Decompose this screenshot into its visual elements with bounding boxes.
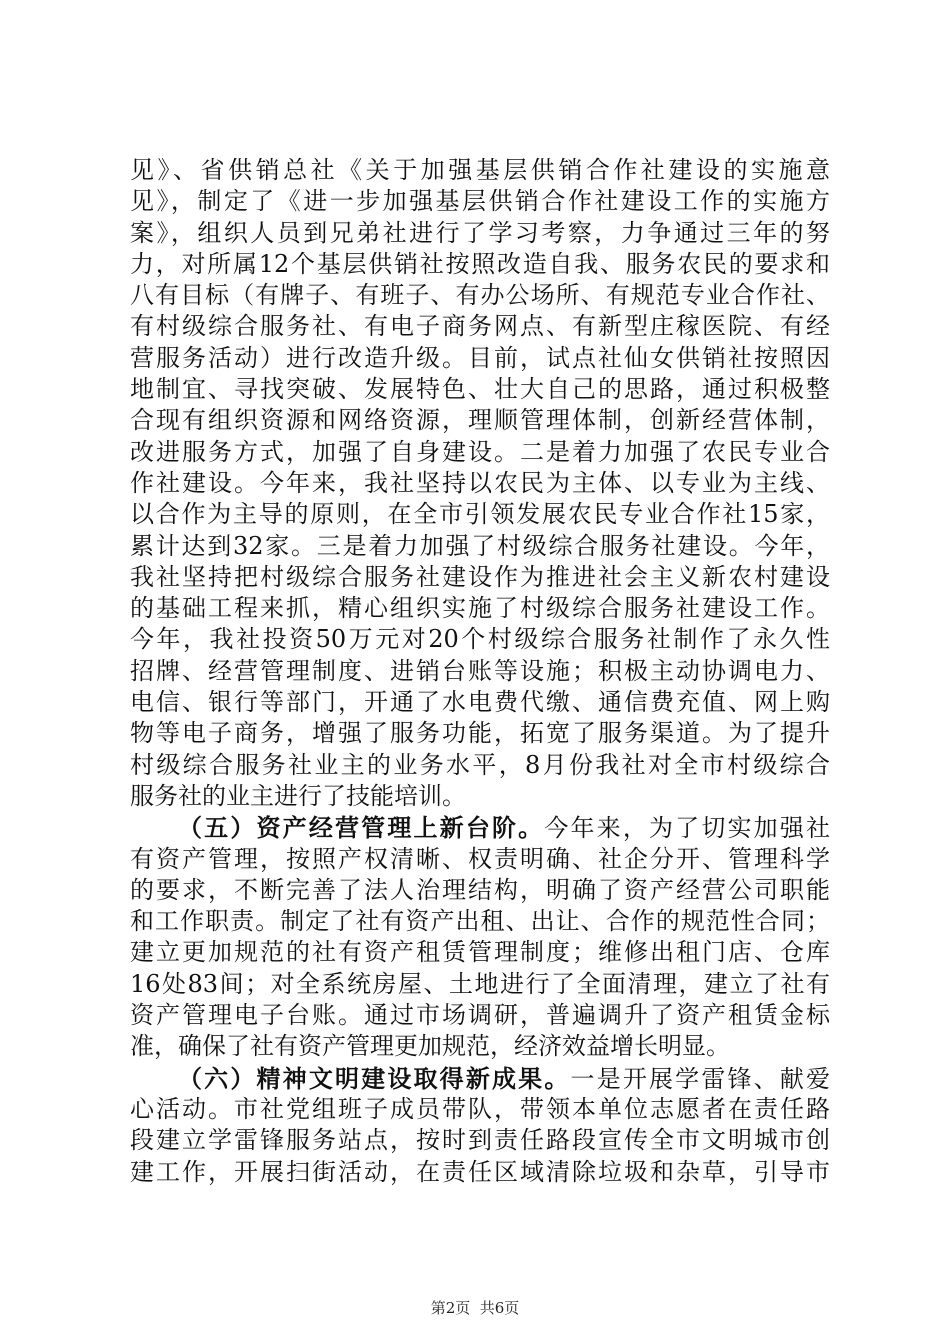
section-5-line: 和工作职责。制定了社有资产出租、出让、合作的规范性合同； xyxy=(130,907,830,936)
section-6-line: 段建立学雷锋服务站点，按时到责任路段宣传全市文明城市创 xyxy=(130,1126,830,1155)
body-line: 电信、银行等部门，开通了水电费代缴、通信费充值、网上购 xyxy=(130,688,830,717)
page-number-footer: 第2页 共6页 xyxy=(430,1299,520,1317)
section-5-line: 准，确保了社有资产管理更加规范，经济效益增长明显。 xyxy=(130,1032,730,1061)
section-5-lead-text: 今年来，为了切实加强社 xyxy=(544,814,831,843)
body-line: 见》、省供销总社《关于加强基层供销合作社建设的实施意 xyxy=(130,156,830,184)
body-line: 村级综合服务社业主的业务水平，8月份我社对全市村级综合 xyxy=(130,750,830,779)
body-line: 我社坚持把村级综合服务社建设作为推进社会主义新农村建设 xyxy=(130,562,830,591)
body-line: 今年，我社投资50万元对20个村级综合服务社制作了永久性 xyxy=(130,625,830,654)
body-line: 合现有组织资源和网络资源，理顺管理体制，创新经营体制， xyxy=(130,406,830,435)
section-6-heading: （六）精神文明建设取得新成果。 xyxy=(178,1063,571,1093)
section-5-line: 16处83间；对全系统房屋、土地进行了全面清理，建立了社有 xyxy=(130,969,830,998)
body-line: 见》，制定了《进一步加强基层供销合作社建设工作的实施方 xyxy=(130,187,830,216)
section-6-line: 心活动。市社党组班子成员带队，带领本单位志愿者在责任路 xyxy=(130,1094,830,1123)
body-line: 物等电子商务，增强了服务功能，拓宽了服务渠道。为了提升 xyxy=(130,719,830,748)
section-5-line: 建立更加规范的社有资产租赁管理制度；维修出租门店、仓库 xyxy=(130,938,830,967)
body-line: 作社建设。今年来，我社坚持以农民为主体、以专业为主线、 xyxy=(130,468,830,497)
body-line: 地制宜、寻找突破、发展特色、壮大自己的思路，通过积极整 xyxy=(130,375,830,404)
section-5-first-line xyxy=(130,812,830,843)
body-line: 改进服务方式，加强了自身建设。二是着力加强了农民专业合 xyxy=(130,437,830,466)
body-line: 以合作为主导的原则，在全市引领发展农民专业合作社15家， xyxy=(130,500,830,529)
document-body xyxy=(130,155,830,1188)
section-5-line: 资产管理电子台账。通过市场调研，普遍调升了资产租赁金标 xyxy=(130,1001,830,1030)
body-line: 有村级综合服务社、有电子商务网点、有新型庄稼医院、有经 xyxy=(130,312,830,341)
section-6-lead-text: 一是开展学雷锋、献爱 xyxy=(570,1064,830,1093)
body-line: 案》，组织人员到兄弟社进行了学习考察，力争通过三年的努 xyxy=(130,218,830,247)
section-5-line: 的要求，不断完善了法人治理结构，明确了资产经营公司职能 xyxy=(130,875,830,904)
body-line: 八有目标（有牌子、有班子、有办公场所、有规范专业合作社、 xyxy=(130,281,830,310)
body-line: 的基础工程来抓，精心组织实施了村级综合服务社建设工作。 xyxy=(130,594,830,623)
body-line: 累计达到32家。三是着力加强了村级综合服务社建设。今年， xyxy=(130,531,830,560)
section-6-line: 建工作，开展扫街活动，在责任区域清除垃圾和杂草，引导市 xyxy=(130,1157,830,1186)
body-line: 服务社的业主进行了技能培训。 xyxy=(130,781,466,810)
body-line: 招牌、经营管理制度、进销台账等设施；积极主动协调电力、 xyxy=(130,656,830,685)
section-5-heading: （五）资产经营管理上新台阶。 xyxy=(178,813,545,843)
body-line: 力，对所属12个基层供销社按照改造自我、服务农民的要求和 xyxy=(130,249,830,278)
section-5-line: 有资产管理，按照产权清晰、权责明确、社企分开、管理科学 xyxy=(130,844,830,873)
section-6-first-line xyxy=(130,1063,830,1094)
body-line: 营服务活动）进行改造升级。目前，试点社仙女供销社按照因 xyxy=(130,343,830,372)
